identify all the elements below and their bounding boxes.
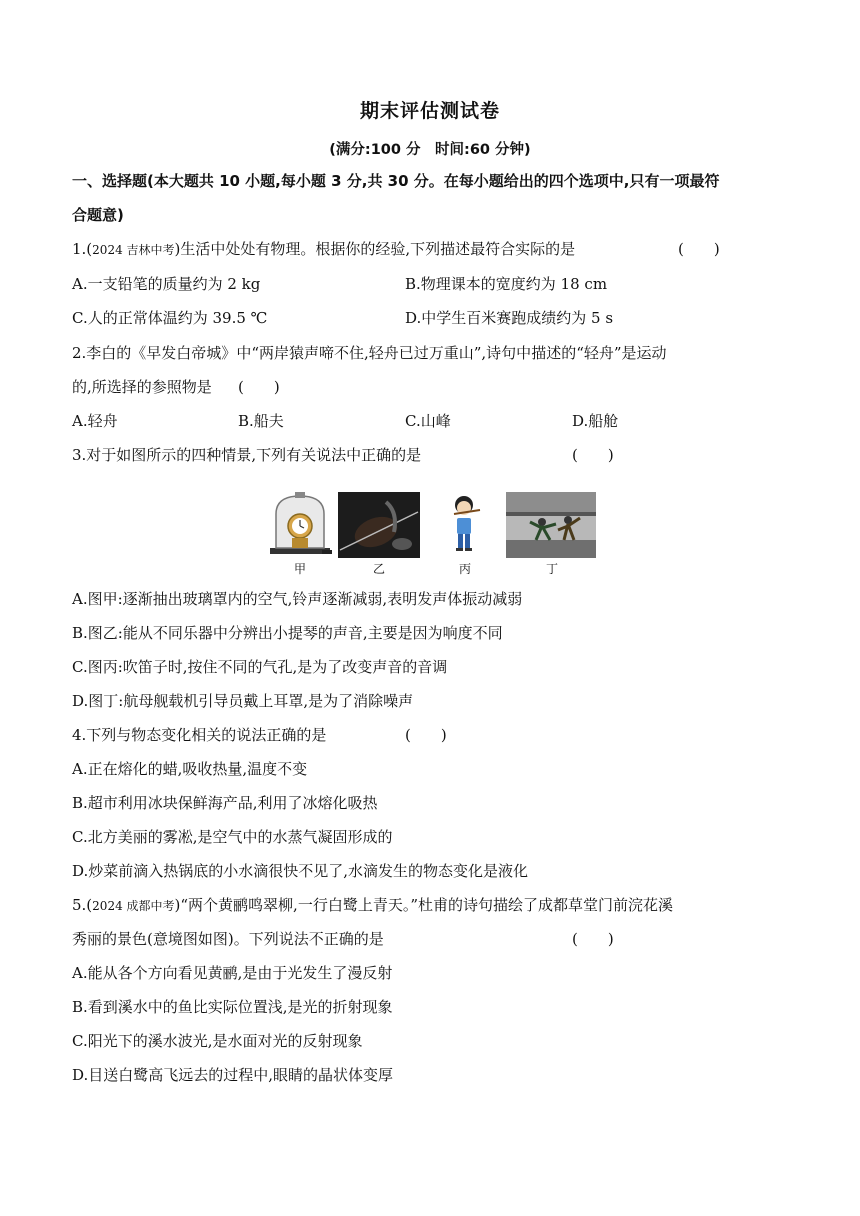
question-5-stem-cont: 秀丽的景色(意境图如图)。下列说法不正确的是 xyxy=(72,930,384,948)
q5-option-c: C.阳光下的溪水波光,是水面对光的反射现象 xyxy=(72,1032,363,1050)
q1-option-b: B.物理课本的宽度约为 18 cm xyxy=(405,275,608,293)
q1-answer-blank[interactable]: ( ) xyxy=(678,240,720,258)
question-5-stem xyxy=(72,894,673,917)
q1-source: 2024 吉林中考 xyxy=(92,243,175,257)
bell-jar-figure xyxy=(266,492,334,558)
q5-option-a: A.能从各个方向看见黄鹂,是由于光发生了漫反射 xyxy=(72,964,393,982)
q2-option-b: B.船夫 xyxy=(238,412,284,430)
figure-label-bing: 丙 xyxy=(458,562,471,576)
q2-stem-text: 的,所选择的参照物是 xyxy=(72,378,212,396)
q2-option-c: C.山峰 xyxy=(405,412,451,430)
section-heading xyxy=(72,170,719,192)
q4-option-b: B.超市利用冰块保鲜海产品,利用了冰熔化吸热 xyxy=(72,794,378,812)
exam-info: (满分:100 分 时间:60 分钟) xyxy=(329,142,531,158)
q2-answer-blank[interactable]: ( ) xyxy=(238,378,280,396)
q2-option-a: A.轻舟 xyxy=(72,412,118,430)
section-heading-cont xyxy=(72,204,124,226)
q5-stem-text: )“两个黄鹂鸣翠柳,一行白鹭上青天。”杜甫的诗句描绘了成都草堂门前浣花溪 xyxy=(174,896,673,914)
q3-option-b: B.图乙:能从不同乐器中分辨出小提琴的声音,主要是因为响度不同 xyxy=(72,624,503,642)
question-1-stem xyxy=(72,238,575,261)
figure-label-ding: 丁 xyxy=(545,562,558,576)
q3-answer-blank[interactable]: ( ) xyxy=(572,446,614,464)
q5-option-d: D.目送白鹭高飞远去的过程中,眼睛的晶状体变厚 xyxy=(72,1066,394,1084)
q4-option-a: A.正在熔化的蜡,吸收热量,温度不变 xyxy=(72,760,308,778)
q5-option-b: B.看到溪水中的鱼比实际位置浅,是光的折射现象 xyxy=(72,998,393,1016)
question-2-stem-cont xyxy=(72,376,212,398)
q1-number: 1.( xyxy=(72,240,93,258)
question-3-stem: 3.对于如图所示的四种情景,下列有关说法中正确的是 xyxy=(72,446,422,464)
q3-option-d: D.图丁:航母舰载机引导员戴上耳罩,是为了消除噪声 xyxy=(72,692,414,710)
q5-source: 2024 成都中考 xyxy=(92,899,175,913)
q4-option-c: C.北方美丽的雾凇,是空气中的水蒸气凝固形成的 xyxy=(72,828,393,846)
q1-option-d: D.中学生百米赛跑成绩约为 5 s xyxy=(405,309,614,327)
figure-label-yi: 乙 xyxy=(372,562,385,576)
page-title: 期末评估测试卷 xyxy=(359,100,500,122)
q3-option-c: C.图丙:吹笛子时,按住不同的气孔,是为了改变声音的音调 xyxy=(72,658,448,676)
carrier-deck-figure xyxy=(506,492,596,558)
q5-answer-blank[interactable]: ( ) xyxy=(572,930,614,948)
q2-option-d: D.船舱 xyxy=(572,412,619,430)
flute-child-figure xyxy=(448,492,482,558)
section-heading-line1: 一、选择题(本大题共 10 小题,每小题 3 分,共 30 分。在每小题给出的四个选项中,只有一项最符 xyxy=(72,172,720,190)
violin-figure xyxy=(338,492,420,558)
q1-stem-text: )生活中处处有物理。根据你的经验,下列描述最符合实际的是 xyxy=(174,240,576,258)
question-4-stem: 4.下列与物态变化相关的说法正确的是 xyxy=(72,726,327,744)
q3-option-a: A.图甲:逐渐抽出玻璃罩内的空气,铃声逐渐减弱,表明发声体振动减弱 xyxy=(72,590,523,608)
figure-label-jia: 甲 xyxy=(293,562,306,576)
question-2-stem: 2.李白的《早发白帝城》中“两岸猿声啼不住,轻舟已过万重山”,诗句中描述的“轻舟”是运动 xyxy=(72,344,667,362)
q4-answer-blank[interactable]: ( ) xyxy=(405,726,447,744)
q5-number: 5.( xyxy=(72,896,93,914)
section-heading-line2: 合题意) xyxy=(72,206,124,224)
q4-option-d: D.炒菜前滴入热锅底的小水滴很快不见了,水滴发生的物态变化是液化 xyxy=(72,862,529,880)
q1-option-c: C.人的正常体温约为 39.5 ℃ xyxy=(72,309,268,327)
q1-option-a: A.一支铅笔的质量约为 2 kg xyxy=(72,275,261,293)
